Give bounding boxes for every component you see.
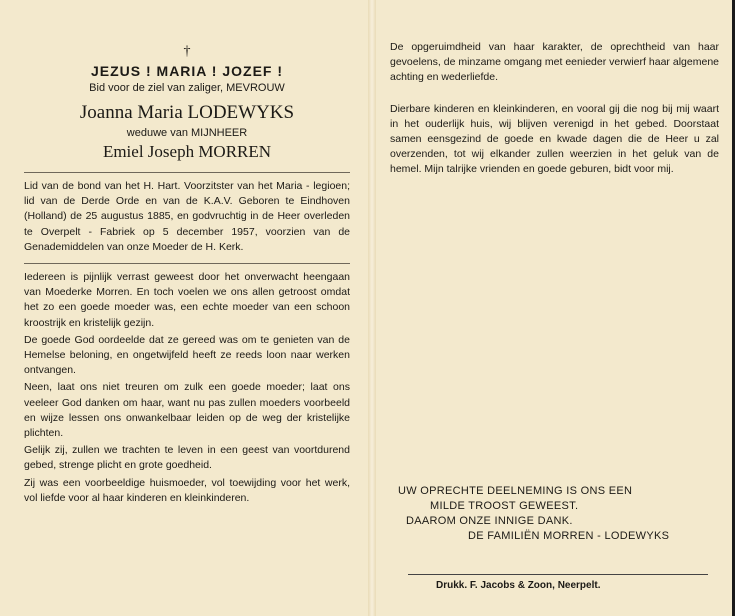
- widow-of: weduwe van MIJNHEER: [126, 127, 248, 139]
- husband-name: Emiel Joseph MORREN: [102, 142, 272, 161]
- thanks-line: DAAROM ONZE INNIGE DANK.: [406, 515, 573, 527]
- thanks-block: [398, 484, 718, 544]
- biography: Lid van de bond van het H. Hart. Voorzitster van het Maria - legioen; lid van de Derde Orde en van de K.A.V. Geboren te Eindhoven (Holland) de 25 augustus 1885, en godvruchtig in de Heer overleden te Overpelt - Fabriek op 5 december 1957, voorzien van de Genademiddelen van onze Moeder de H. Kerk.: [24, 180, 350, 253]
- paragraph: Zij was een voorbeeldige huismoeder, vol toewijding voor het werk, vol liefde voor al haar kinderen en kleinkinderen.: [24, 476, 350, 504]
- divider: [24, 172, 350, 173]
- paragraph: De opgeruimdheid van haar karakter, de oprechtheid van haar gevoelens, de minzame omgang met eenieder verwierf haar algemene achting en wederliefde.: [390, 41, 719, 84]
- paragraph: De goede God oordeelde dat ze gereed was om te genieten van de Hemelse beloning, en ongetwijfeld heeft ze reeds loon naar werken ontvangen.: [24, 333, 350, 377]
- thanks-line: DE FAMILIËN MORREN - LODEWYKS: [468, 530, 670, 542]
- card-fold: [368, 0, 376, 616]
- prayer-line: Bid voor de ziel van zaliger, MEVROUW: [89, 82, 285, 94]
- paragraph: Iedereen is pijnlijk verrast geweest door het onverwacht heengaan van Moederke Morren. En toch voelen we ons allen getroost omdat het zo een goede moeder was, een echte moeder van een schoon kroostrijk en kristelijk gezijn.: [24, 271, 350, 329]
- divider: [24, 263, 350, 264]
- tribute-text: [24, 270, 350, 506]
- invocation: JEZUS ! MARIA ! JOZEF !: [90, 63, 284, 79]
- farewell-text: [390, 40, 719, 178]
- thanks-line: UW OPRECHTE DEELNEMING IS ONS EEN: [398, 485, 633, 497]
- paragraph: Gelijk zij, zullen we trachten te leven in een geest van voortdurend gebed, strenge plicht en grote goedheid.: [24, 444, 350, 472]
- paragraph: Neen, laat ons niet treuren om zulk een goede moeder; laat ons veeleer God danken om haar, want nu pas zullen moeders voorbeeld en wijze lessen ons onwankelbaar leiden op de weg der kristelijke plichten.: [24, 381, 350, 440]
- paragraph: Dierbare kinderen en kleinkinderen, en vooral gij die nog bij mij waart in het ouderlijk huis, wij blijven verenigd in het gebed. Doorstaat samen eensgezind de goede en kwade dagen die de Heer u zal overzenden, tot wij elkander zullen weerzien in het geluk van de hemel. Mijn talrijke vrienden en goede geburen, bidt voor mij.: [390, 102, 719, 176]
- cross-icon: †: [183, 44, 191, 59]
- deceased-name: Joanna Maria LODEWYKS: [79, 102, 295, 123]
- divider: [408, 574, 708, 575]
- thanks-line: MILDE TROOST GEWEEST.: [430, 500, 579, 512]
- right-page: [376, 0, 735, 616]
- printer-credit: Drukk. F. Jacobs & Zoon, Neerpelt.: [436, 580, 601, 591]
